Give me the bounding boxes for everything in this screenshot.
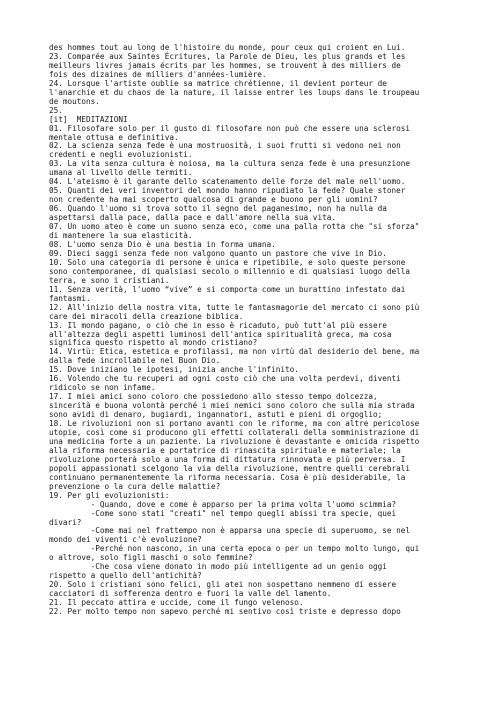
text-line: sincerità e buona volontà perché i miei nemici sono coloro che sulla mia strada <box>49 401 415 411</box>
text-line: 02. La scienza senza fede è una mostruosità, i suoi frutti si vedono nei non <box>49 141 401 151</box>
text-line: 17. I miei amici sono coloro che possiedono allo stesso tempo dolcezza, <box>49 392 378 402</box>
text-line: 08. L'uomo senza Dio è una bestia in forma umana. <box>49 239 276 249</box>
text-line: 10. Solo una categoria di persone è unica e ripetibile, e solo queste persone <box>49 257 406 267</box>
text-line: sono avidi di denaro, bugiardi, ingannatori, astuti e pieni di orgoglio; <box>49 410 383 420</box>
text-line: de moutons. <box>49 96 100 106</box>
text-line: 09. Dieci saggi senza fede non valgono quanto un pastore che vive in Dio. <box>49 248 387 258</box>
text-line: umana al livello delle termiti. <box>49 168 193 178</box>
text-line: care dei miracoli della creazione biblica. <box>49 311 244 321</box>
text-line: 20. Solo i cristiani sono felici, gli atei non sospettano nemmeno di essere <box>49 580 397 590</box>
text-line: terra, e sono i cristiani. <box>49 275 170 285</box>
text-line: fantasmi. <box>49 293 91 303</box>
text-line: una medicina forte a un paziente. La rivoluzione è devastante e omicida rispetto <box>49 436 420 446</box>
text-line: [it] MEDITAZIONI <box>49 114 128 124</box>
text-line: cacciatori di sofferenza dentro e fuori la valle del lamento. <box>49 589 332 599</box>
text-line: -Come mai nel frattempo non è apparsa una specie di superuomo, se nel <box>49 526 411 536</box>
text-line: 24. Lorsque l'artiste oublie sa matrice chrétienne, il devient porteur de <box>49 78 387 88</box>
text-line: -Perché non nascono, in una certa epoca o per un tempo molto lungo, qui <box>49 544 420 554</box>
text-line: 04. L'ateismo è il garante dello scatenamento delle forze del male nell'uomo. <box>49 177 406 187</box>
text-line: prevenzione o la cura delle malattie? <box>49 481 221 491</box>
text-line: 25. <box>49 105 63 115</box>
text-line: divari? <box>49 517 82 527</box>
text-line: 03. La vita senza cultura è noiosa, ma la cultura senza fede è una presunzione <box>49 159 411 169</box>
text-line: -Che cosa viene donato in modo più intelligente ad un genio oggi <box>49 562 387 572</box>
text-line: fois des dizaines de milliers d'années-lumière. <box>49 69 267 79</box>
text-line: meilleurs livres jamais écrits par les hommes, se trouvent à des milliers de <box>49 60 401 70</box>
text-line: o altrove, solo figli maschi o solo femmine? <box>49 553 253 563</box>
text-line: 23. Comparée aux Saintes Écritures, la Parole de Dieu, les plus grands et les <box>49 51 406 61</box>
text-line: dalla fede incrollabile nel Buon Dio. <box>49 356 221 366</box>
text-line: mondo dei viventi c'è evoluzione? <box>49 535 202 545</box>
text-line: 19. Per gli evoluzionisti: <box>49 490 170 500</box>
text-line: 21. Il peccato attira e uccide, come il fungo velenoso. <box>49 598 304 608</box>
text-line: non credente ha mai scoperto qualcosa di grande e buono per gli uomini? <box>49 195 378 205</box>
text-line: l'anarchie et du chaos de la nature, il laisse entrer les loups dans le troupeau <box>49 87 420 97</box>
text-line: rivoluzione porterà solo a una forma di dittatura rinnovata e più perversa. I <box>49 454 406 464</box>
text-line: mentale ottusa e definitiva. <box>49 132 179 142</box>
text-line: - Quando, dove e come è apparso per la prima volta l'uomo scimmia? <box>49 499 397 509</box>
text-line: 22. Per molto tempo non sapevo perché mi sentivo così triste e depresso dopo <box>49 607 401 617</box>
text-line: 01. Filosofare solo per il gusto di filosofare non può che essere una sclerosi <box>49 123 411 133</box>
text-line: 14. Virtù: Etica, estetica e profilassi, ma non virtù dal desiderio del bene, ma <box>49 347 420 357</box>
text-line: 12. All'inizio della nostra vita, tutte le fantasmagorie del mercato ci sono più <box>49 302 420 312</box>
text-line: credenti e negli evoluzionisti. <box>49 150 193 160</box>
text-line: alla riforma necessaria e portatrice di rinascita spirituale e materiale; la <box>49 445 401 455</box>
text-line: di mantenere la sua elasticità. <box>49 231 193 241</box>
text-line: popoli appassionati scelgono la via della rivoluzione, mentre quelli cerebrali <box>49 463 411 473</box>
text-line: 07. Un uomo ateo è come un suono senza eco, come una palla rotta che "si sforza" <box>49 222 420 232</box>
text-line: 16. Volendo che tu recuperi ad ogni costo ciò che una volta perdevi, diventi <box>49 374 401 384</box>
text-line: sono contemporanee, di qualsiasi secolo o millennio e di qualsiasi luogo della <box>49 266 411 276</box>
text-line: all'altezza degli aspetti luminosi dell'antica spiritualità greca, ma cosa <box>49 329 392 339</box>
text-line: significa questo rispetto al mondo cristiano? <box>49 338 258 348</box>
text-line: ridicolo se non infame. <box>49 383 156 393</box>
text-line: des hommes tout au long de l'histoire du monde, pour ceux qui croient en Lui. <box>49 43 406 52</box>
text-line: 11. Senza verità, l'uomo “vive” e si comporta come un burattino infestato dai <box>49 284 406 294</box>
text-line: aspettarsi dalla pace, dalla pace e dall'amore nella sua vita. <box>49 213 336 223</box>
text-line: continuano permanentemente la riforma necessaria. Cosa è più desiderabile, la <box>49 472 406 482</box>
text-line: rispetto a quello dell'antichità? <box>49 571 202 581</box>
text-line: -Come sono stati "creati" nel tempo quegli abissi tra specie, quei <box>49 508 397 518</box>
text-line: 05. Quanti dei veri inventori del mondo hanno ripudiato la fede? Quale stoner <box>49 186 406 196</box>
text-line: 13. Il mondo pagano, o ciò che in esso è ricaduto, può tutt'al più essere <box>49 320 387 330</box>
text-line: 06. Quando l'uomo si trova sotto il segno del paganesimo, non ha nulla da <box>49 204 387 214</box>
text-line: 15. Dove iniziano le ipotesi, inizia anche l'infinito. <box>49 365 299 375</box>
text-line: utopie, così come si producono gli effetti collaterali della somministrazione di <box>49 427 420 437</box>
text-line: 18. Le rivoluzioni non si portano avanti con le riforme, ma con altre pericolose <box>49 419 420 429</box>
